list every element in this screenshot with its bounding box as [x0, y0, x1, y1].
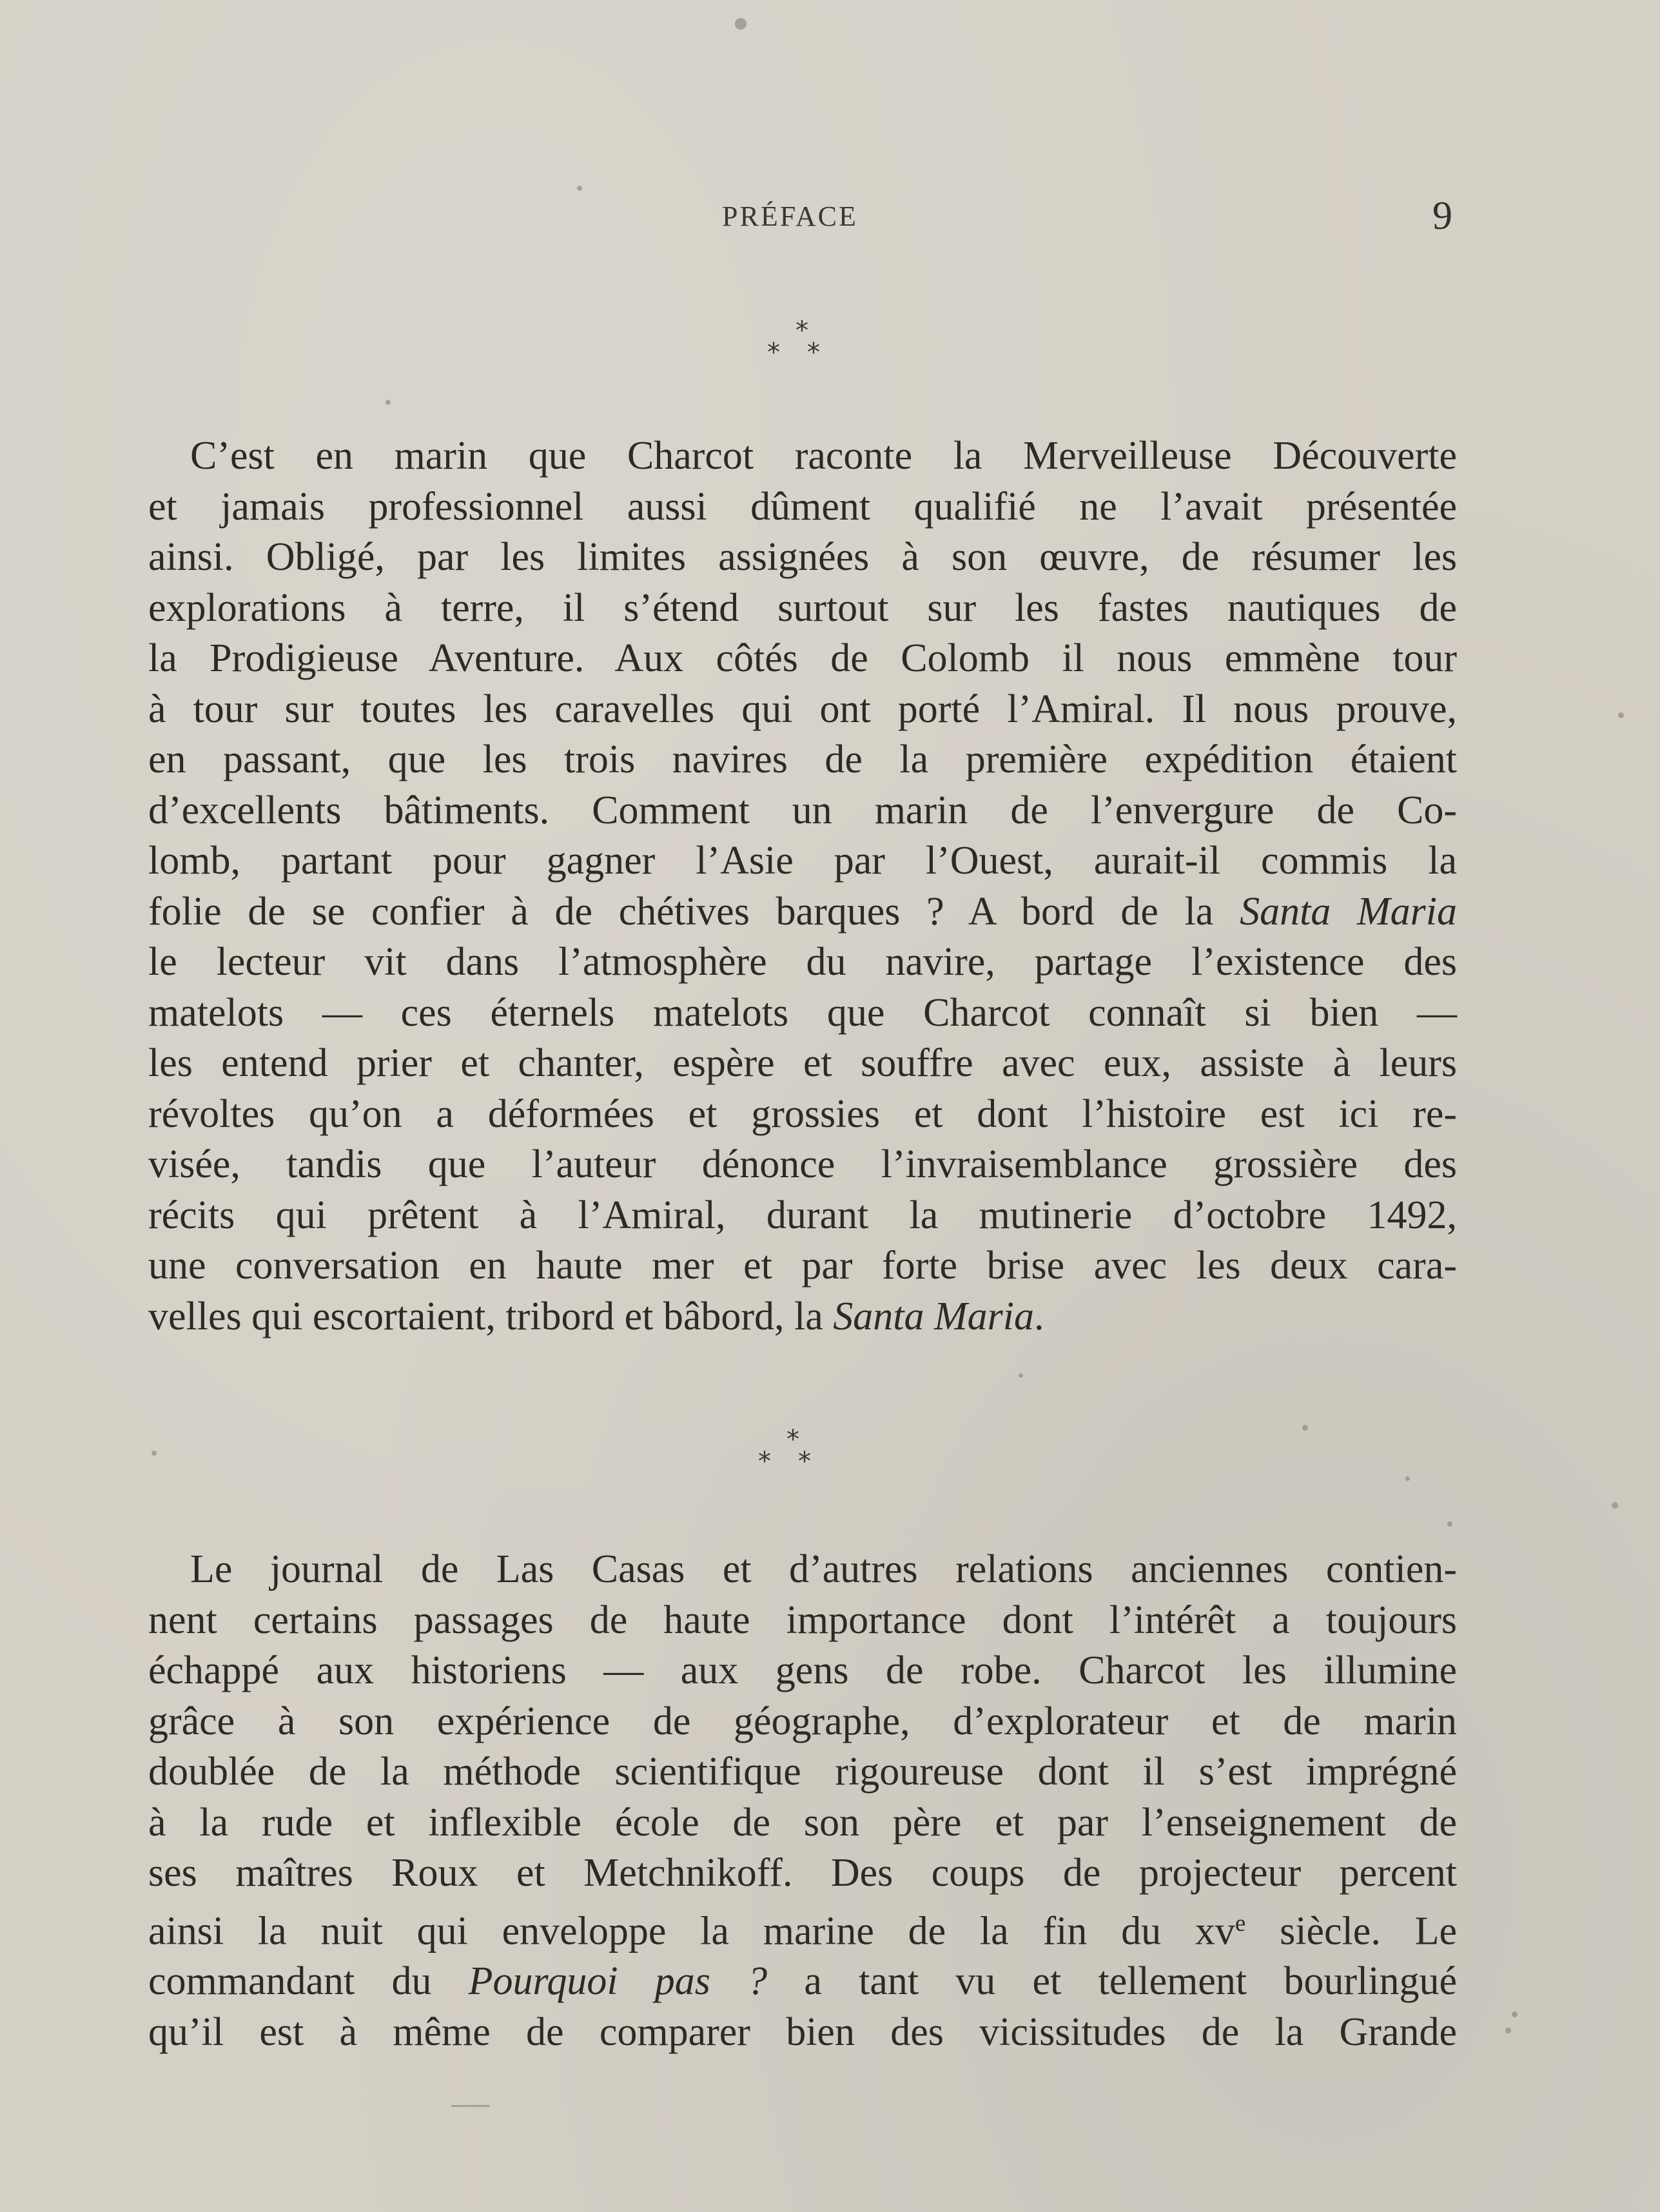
paper-speck — [1512, 2011, 1518, 2017]
period: . — [1034, 1294, 1044, 1338]
text-line: doublée de la méthode scientifique rigoureuse dont il s’est imprégné — [148, 1750, 1457, 1794]
asterism-star: * — [767, 338, 780, 367]
paragraph-1 — [148, 431, 1457, 1342]
page-number: 9 — [1432, 194, 1452, 238]
paper-speck — [1405, 1476, 1410, 1481]
paper-speck — [1302, 1425, 1308, 1431]
ship-name-italic: Santa Maria — [1240, 889, 1458, 934]
asterism-star: * — [798, 1447, 811, 1476]
text-line: une conversation en haute mer et par forte brise avec les deux cara- — [148, 1244, 1457, 1287]
text-line: à tour sur toutes les caravelles qui ont porté l’Amiral. Il nous prouve, — [148, 687, 1457, 731]
asterism-star: * — [786, 1425, 799, 1454]
text-line: grâce à son expérience de géographe, d’explorateur et de marin — [148, 1699, 1457, 1743]
text-line: Le journal de Las Casas et d’autres relations anciennes contien- — [190, 1547, 1457, 1591]
text-line: le lecteur vit dans l’atmosphère du navire, partage l’existence des — [148, 940, 1457, 984]
text-line: qu’il est à même de comparer bien des vicissitudes de la Grande — [148, 2010, 1457, 2054]
text-fragment: siècle. Le — [1245, 1908, 1457, 1953]
boat-name-italic: Pourquoi pas ? — [468, 1959, 768, 2004]
text-line: révoltes qu’on a déformées et grossies et dont l’histoire est ici re- — [148, 1091, 1457, 1136]
text-fragment: a tant vu et tellement bourlingué — [767, 1959, 1457, 2004]
text-line: matelots — ces éternels matelots que Charcot connaît si bien — — [148, 990, 1457, 1035]
text-line: la Prodigieuse Aventure. Aux côtés de Colomb il nous emmène tour — [148, 636, 1457, 680]
paper-speck — [386, 400, 391, 405]
text-line: échappé aux historiens — aux gens de robe. Charcot les illumine — [148, 1649, 1457, 1692]
text-line: à la rude et inflexible école de son père et par l’enseignement de — [148, 1800, 1457, 1845]
text-fragment: commandant du — [148, 1959, 432, 2004]
text-line-with-boat — [148, 1956, 1457, 2007]
paper-speck — [735, 18, 747, 30]
text-line: et jamais professionnel aussi dûment qualifié ne l’avait présentée — [148, 484, 1457, 529]
ship-name-italic: Santa Maria — [833, 1294, 1034, 1338]
running-head: PRÉFACE — [722, 201, 858, 232]
paper-speck — [151, 1451, 157, 1456]
text-line: C’est en marin que Charcot raconte la Merveilleuse Découverte — [190, 434, 1457, 478]
text-line: visée, tandis que l’auteur dénonce l’invraisemblance grossière des — [148, 1142, 1457, 1186]
text-line: d’excellents bâtiments. Comment un marin de l’envergure de Co- — [148, 788, 1457, 832]
text-fragment: velles qui escortaient, tribord et bâbord, la — [148, 1294, 823, 1338]
paper-speck — [451, 2105, 490, 2107]
paper-speck — [577, 186, 582, 191]
text-line-with-century — [148, 1899, 1457, 1957]
text-fragment: ainsi la nuit qui enveloppe la marine de la fin du xv — [148, 1908, 1235, 1953]
paper-speck — [1447, 1522, 1452, 1527]
paragraph-2 — [148, 1544, 1457, 2057]
text-line: nent certains passages de haute importance dont l’intérêt a toujours — [148, 1598, 1457, 1642]
superscript-e: e — [1235, 1910, 1246, 1937]
paper-speck — [1019, 1373, 1023, 1378]
text-line-with-ship — [148, 886, 1457, 937]
text-line: explorations à terre, il s’étend surtout sur les fastes nautiques de — [148, 585, 1457, 630]
asterism-middle — [758, 1425, 835, 1483]
asterism-star: * — [807, 338, 820, 367]
paper-speck — [1612, 1502, 1618, 1509]
text-line: ainsi. Obligé, par les limites assignées à son œuvre, de résumer les — [148, 535, 1457, 579]
asterism-star: * — [758, 1447, 771, 1476]
text-line: en passant, que les trois navires de la première expédition étaient — [148, 738, 1457, 781]
paper-speck — [1618, 712, 1624, 718]
text-line: récits qui prêtent à l’Amiral, durant la mutinerie d’octobre 1492, — [148, 1193, 1457, 1237]
asterism-top — [767, 316, 845, 374]
text-line: lomb, partant pour gagner l’Asie par l’Ouest, aurait-il commis la — [148, 839, 1457, 883]
text-line-with-ship — [148, 1291, 1457, 1342]
text-line: les entend prier et chanter, espère et souffre avec eux, assiste à leurs — [148, 1041, 1457, 1085]
text-line: ses maîtres Roux et Metchnikoff. Des coups de projecteur percent — [148, 1851, 1457, 1895]
asterism-star: * — [796, 316, 808, 346]
paper-speck — [1505, 2028, 1511, 2033]
text-fragment: folie de se confier à de chétives barques ? A bord de la — [148, 889, 1214, 934]
